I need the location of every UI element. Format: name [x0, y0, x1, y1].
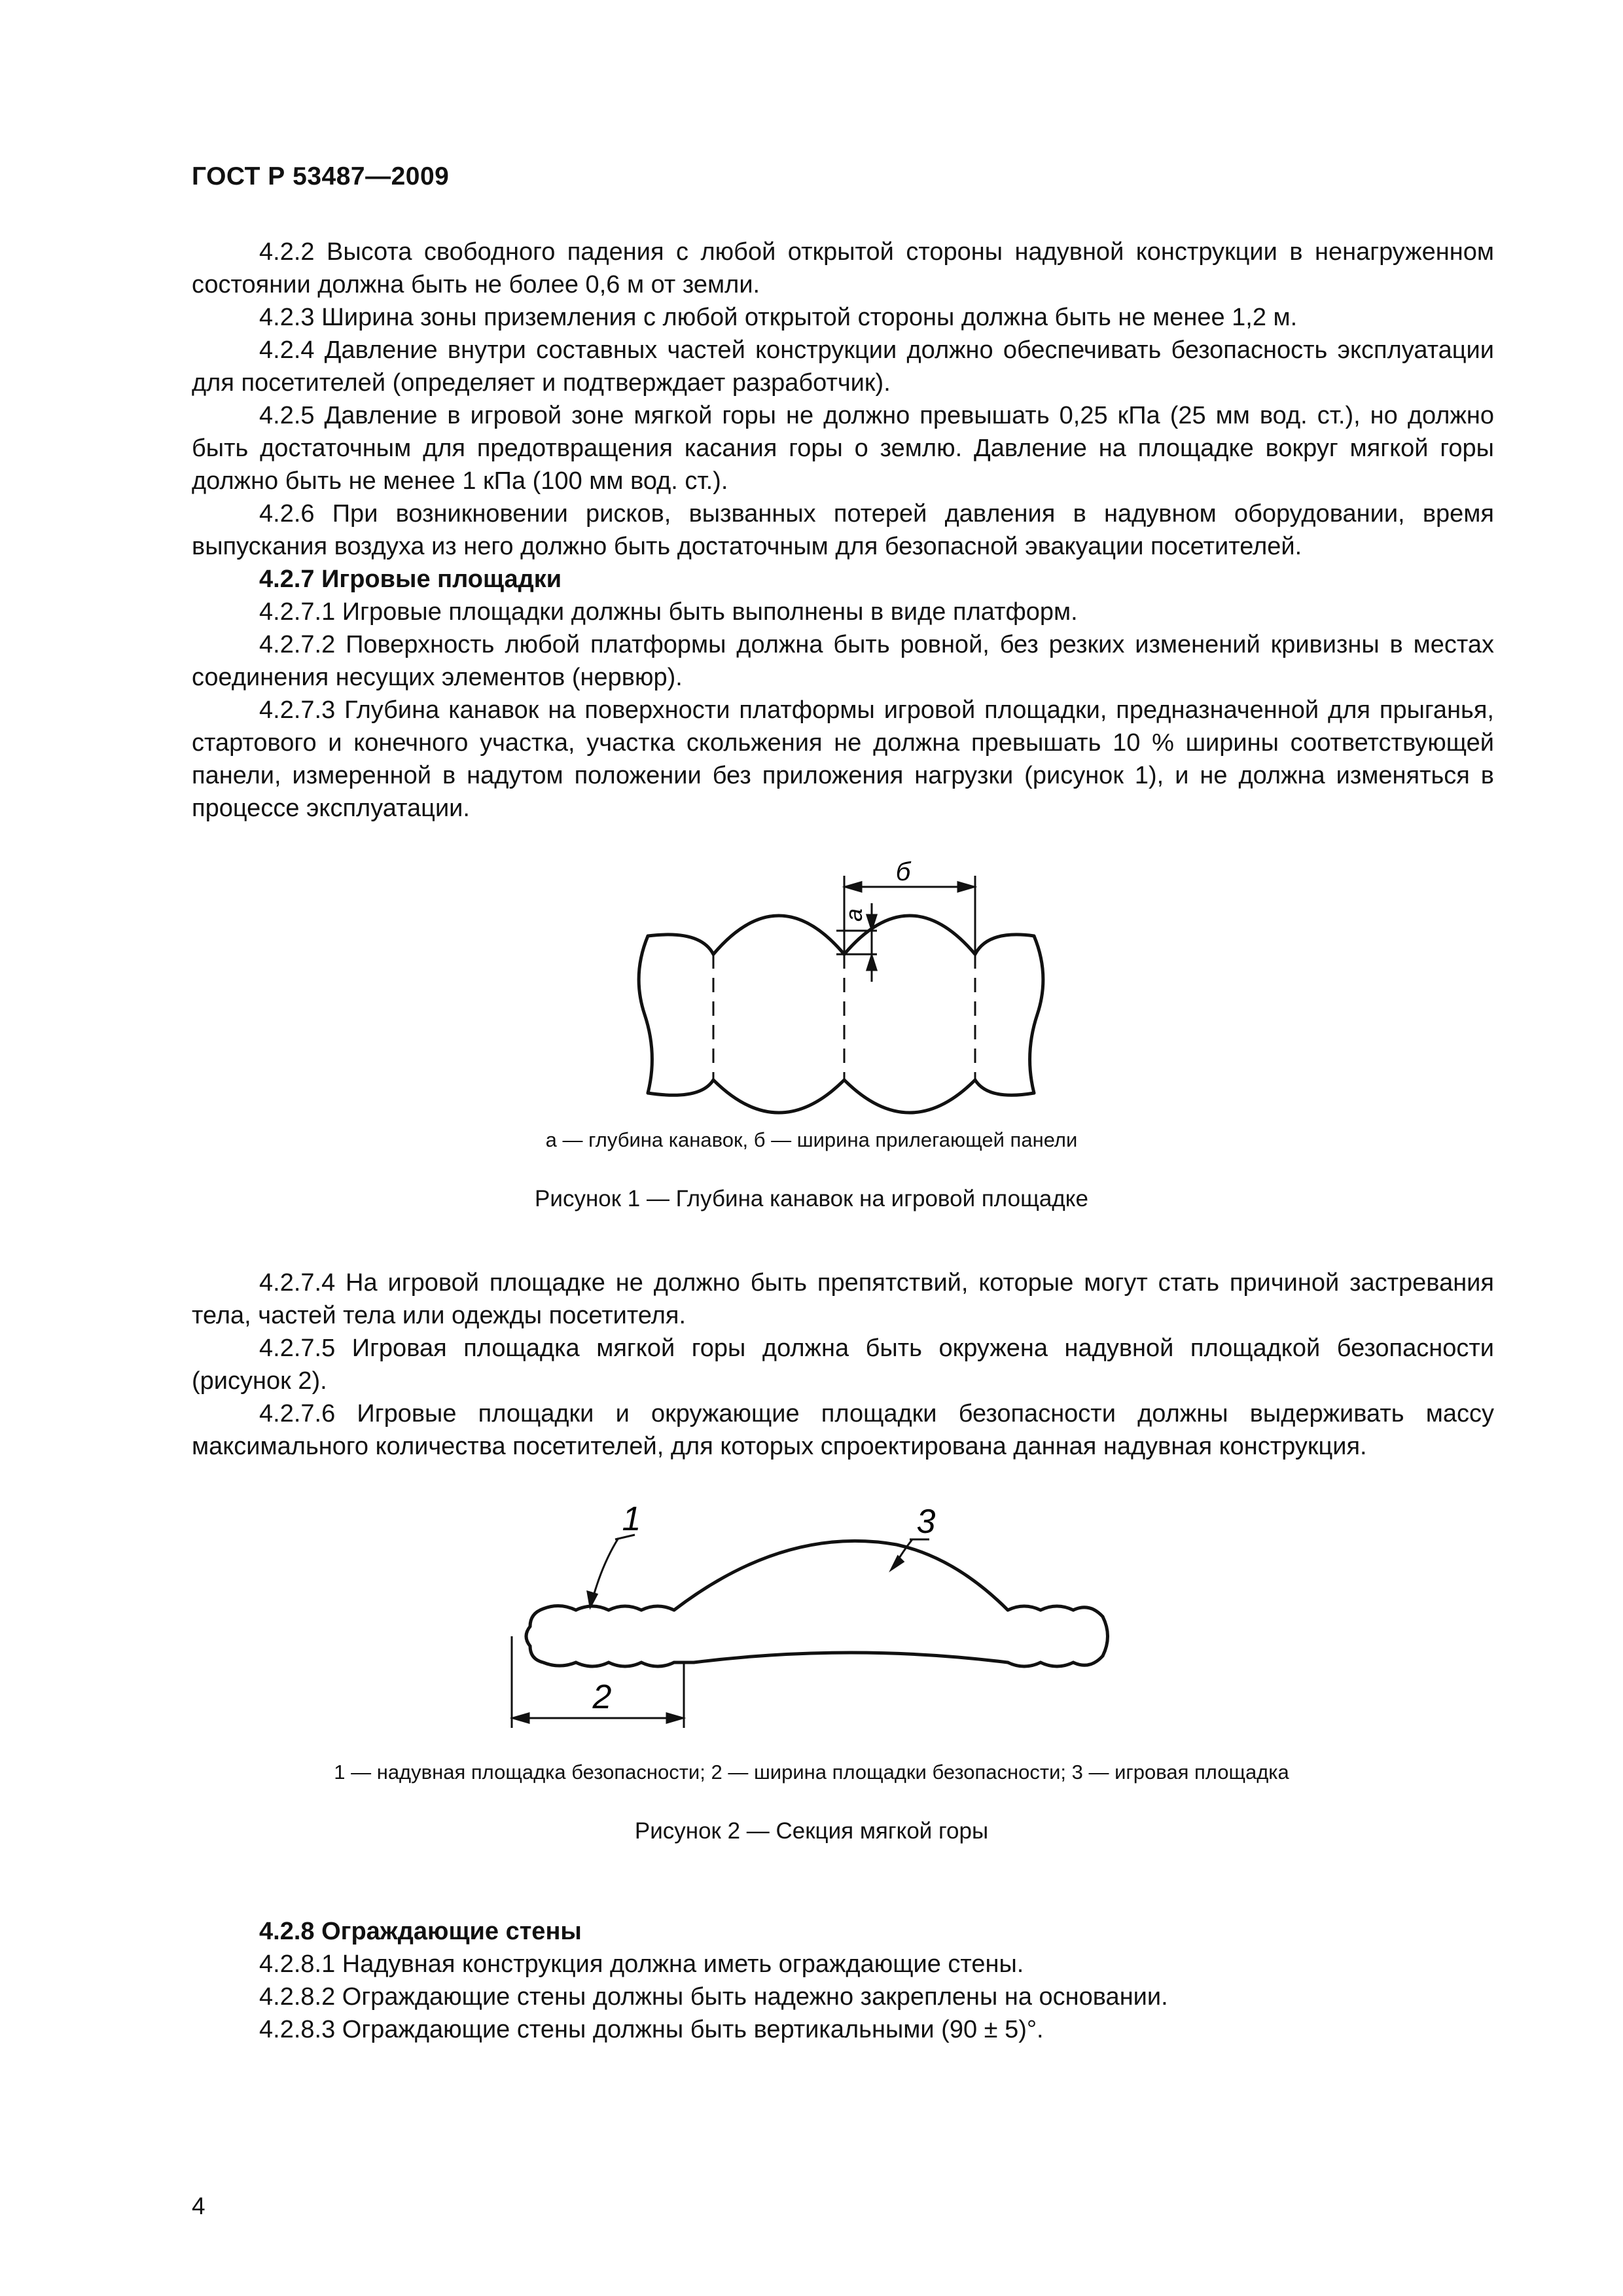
figure-1-label-b: б [895, 857, 911, 886]
figure-1-legend: а — глубина канавок, б — ширина прилегающей панели [545, 1128, 1078, 1151]
paragraph-4-2-7-6: 4.2.7.6 Игровые площадки и окружающие площадки безопасности должны выдерживать массу максимального количества посетителей, для которых спроектирована данная надувная конструкция. [192, 1400, 1494, 1460]
figure-1-diagram [628, 857, 1060, 1119]
paragraph-4-2-3: 4.2.3 Ширина зоны приземления с любой открытой стороны должна быть не менее 1,2 м. [259, 304, 1298, 331]
paragraph-4-2-4: 4.2.4 Давление внутри составных частей конструкции должно обеспечивать безопасность эксплуатации для посетителей (определяет и подтверждает разработчик). [192, 336, 1494, 397]
paragraph-4-2-7-4: 4.2.7.4 На игровой площадке не должно быть препятствий, которые могут стать причиной застревания тела, частей тела или одежды посетителя. [192, 1269, 1494, 1329]
paragraph-4-2-2: 4.2.2 Высота свободного падения с любой открытой стороны надувной конструкции в ненагруженном состоянии должна быть не более 0,6 м от земли. [192, 238, 1494, 298]
paragraph-4-2-7-5: 4.2.7.5 Игровая площадка мягкой горы должна быть окружена надувной площадкой безопасности (рисунок 2). [192, 1335, 1494, 1395]
section-4-2-block-3 [192, 1915, 1494, 2046]
paragraph-4-2-8-1: 4.2.8.1 Надувная конструкция должна иметь ограждающие стены. [259, 1950, 1024, 1978]
figure-2-diagram [504, 1505, 1119, 1741]
figure-2-label-2: 2 [592, 1678, 612, 1716]
page-number: 4 [192, 2193, 205, 2219]
paragraph-4-2-6: 4.2.6 При возникновении рисков, вызванных потерей давления в надувном оборудовании, время выпускания воздуха из него должно быть достаточным для безопасной эвакуации посетителей. [192, 500, 1494, 560]
paragraph-4-2-7-3: 4.2.7.3 Глубина канавок на поверхности платформы игровой площадки, предназначенной для прыганья, стартового и конечного участка, участка скольжения не должна превышать 10 % ширины соответствующей панели, измеренной в надутом положении без приложения нагрузки (рисунок 1), и не должна изменяться в процессе эксплуатации. [192, 696, 1494, 822]
figure-1-title: Рисунок 1 — Глубина канавок на игровой площадке [535, 1186, 1088, 1211]
document-header: ГОСТ Р 53487—2009 [192, 162, 450, 190]
paragraph-4-2-8-2: 4.2.8.2 Ограждающие стены должны быть надежно закреплены на основании. [259, 1983, 1168, 2011]
paragraph-4-2-5: 4.2.5 Давление в игровой зоне мягкой горы не должно превышать 0,25 кПа (25 мм вод. ст.), но должно быть достаточным для предотвращения касания горы о землю. Давление на площадке вокруг мягкой горы должно быть не менее 1 кПа (100 мм вод. ст.). [192, 402, 1494, 495]
section-4-2-block-2 [192, 1266, 1494, 1463]
section-4-2-block-1 [192, 236, 1494, 825]
figure-2-legend: 1 — надувная площадка безопасности; 2 — ширина площадки безопасности; 3 — игровая площадка [334, 1761, 1289, 1784]
paragraph-4-2-7-2: 4.2.7.2 Поверхность любой платформы должна быть ровной, без резких изменений кривизны в местах соединения несущих элементов (нервюр). [192, 631, 1494, 691]
figure-1-label-a: а [840, 908, 867, 922]
figure-2-label-3: 3 [916, 1505, 936, 1541]
figure-2-label-1: 1 [622, 1505, 641, 1538]
paragraph-4-2-8-3: 4.2.8.3 Ограждающие стены должны быть вертикальными (90 ± 5)°. [259, 2016, 1044, 2043]
heading-4-2-8: 4.2.8 Ограждающие стены [259, 1918, 582, 1945]
heading-4-2-7: 4.2.7 Игровые площадки [259, 565, 562, 593]
paragraph-4-2-7-1: 4.2.7.1 Игровые площадки должны быть выполнены в виде платформ. [259, 598, 1078, 626]
figure-2-title: Рисунок 2 — Секция мягкой горы [634, 1818, 989, 1844]
